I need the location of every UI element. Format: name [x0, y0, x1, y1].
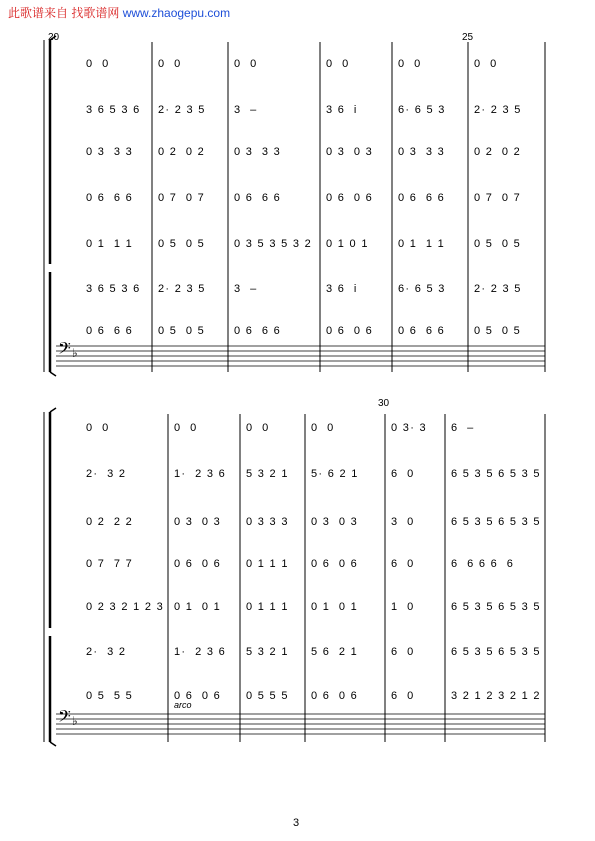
- jianpu-cell: 0 1 0 1: [326, 238, 369, 250]
- jianpu-cell: 0 1 1 1: [86, 238, 134, 250]
- jianpu-cell: 0 6 6 6: [234, 192, 282, 204]
- jianpu-cell: 6· 6 5 3: [398, 104, 446, 116]
- jianpu-cell: 0 0: [311, 422, 335, 434]
- jianpu-cell: 2· 2 3 5: [474, 283, 522, 295]
- bass-clef-icon: 𝄢: [58, 338, 71, 362]
- jianpu-cell: 0 2 3 2 1 2 3: [86, 601, 165, 613]
- jianpu-cell: 3 2 1 2 3 2 1 2: [451, 690, 541, 702]
- jianpu-cell: 5 6 2 1: [311, 646, 359, 658]
- jianpu-cell: 0 5 0 5: [158, 238, 206, 250]
- jianpu-cell: 0 2 0 2: [158, 146, 206, 158]
- arco-marking: arco: [174, 700, 192, 710]
- jianpu-cell: 3 6 5 3 6: [86, 283, 141, 295]
- jianpu-cell: 3 –: [234, 104, 258, 116]
- jianpu-cell: 6 5 3 5 6 5 3 5: [451, 468, 541, 480]
- measure-number: 25: [462, 32, 474, 43]
- jianpu-cell: 3 –: [234, 283, 258, 295]
- jianpu-cell: 6· 6 5 3: [398, 283, 446, 295]
- flat-icon: ♭: [72, 346, 78, 360]
- jianpu-cell: 0 6 0 6: [326, 192, 374, 204]
- jianpu-cell: 0 2 2 2: [86, 516, 134, 528]
- jianpu-cell: 0 1 0 1: [311, 601, 359, 613]
- jianpu-cell: 0 2 0 2: [474, 146, 522, 158]
- jianpu-cell: 6 0: [391, 558, 415, 570]
- jianpu-cell: 1· 2 3 6: [174, 468, 227, 480]
- jianpu-cell: 6 6 6 6 6: [451, 558, 515, 570]
- jianpu-cell: 0 3 3 3: [234, 146, 282, 158]
- jianpu-cell: 3 6 5 3 6: [86, 104, 141, 116]
- jianpu-cell: 3 6 i: [326, 104, 358, 116]
- jianpu-cell: 6 5 3 5 6 5 3 5: [451, 516, 541, 528]
- jianpu-cell: 0 5 0 5: [474, 325, 522, 337]
- jianpu-cell: 0 3 3 3: [398, 146, 446, 158]
- jianpu-cell: 6 0: [391, 646, 415, 658]
- jianpu-cell: 0 3 0 3: [311, 516, 359, 528]
- jianpu-cell: 0 6 6 6: [86, 325, 134, 337]
- bass-clef-icon: 𝄢: [58, 706, 71, 730]
- jianpu-cell: 0 1 1 1: [246, 558, 289, 570]
- jianpu-cell: 0 7 0 7: [474, 192, 522, 204]
- jianpu-cell: 0 6 6 6: [398, 192, 446, 204]
- measure-number: 20: [48, 32, 60, 43]
- jianpu-cell: 0 3 3 3: [86, 146, 134, 158]
- jianpu-cell: 0 6 0 6: [174, 690, 222, 702]
- jianpu-cell: 0 6 0 6: [326, 325, 374, 337]
- jianpu-cell: 0 1 1 1: [398, 238, 446, 250]
- jianpu-cell: 0 0: [234, 58, 258, 70]
- jianpu-cell: 6 5 3 5 6 5 3 5: [451, 646, 541, 658]
- bracket-hook: [50, 372, 56, 376]
- jianpu-cell: 2· 2 3 5: [158, 283, 206, 295]
- jianpu-cell: 0 3 3 3: [246, 516, 289, 528]
- bracket-hook: [50, 742, 56, 746]
- jianpu-cell: 1· 2 3 6: [174, 646, 227, 658]
- jianpu-cell: 0 5 5 5: [86, 690, 134, 702]
- site-url: www.zhaogepu.com: [122, 6, 231, 20]
- jianpu-cell: 2· 3 2: [86, 646, 127, 658]
- jianpu-cell: 0 0: [158, 58, 182, 70]
- jianpu-cell: 5 3 2 1: [246, 646, 289, 658]
- jianpu-cell: 0 1 1 1: [246, 601, 289, 613]
- jianpu-cell: 5· 6 2 1: [311, 468, 359, 480]
- jianpu-cell: 0 1 0 1: [174, 601, 222, 613]
- jianpu-cell: 1 0: [391, 601, 415, 613]
- jianpu-cell: 0 0: [246, 422, 270, 434]
- jianpu-cell: 0 0: [398, 58, 422, 70]
- bracket-hook: [50, 408, 56, 412]
- flat-icon: ♭: [72, 714, 78, 728]
- jianpu-cell: 6 0: [391, 468, 415, 480]
- jianpu-cell: 2· 3 2: [86, 468, 127, 480]
- measure-number: 30: [378, 398, 390, 409]
- jianpu-cell: 0 0: [86, 422, 110, 434]
- jianpu-cell: 0 5 0 5: [158, 325, 206, 337]
- jianpu-cell: 0 6 0 6: [311, 558, 359, 570]
- jianpu-cell: 0 3 0 3: [174, 516, 222, 528]
- jianpu-cell: 0 0: [326, 58, 350, 70]
- jianpu-cell: 0 6 0 6: [311, 690, 359, 702]
- jianpu-cell: 0 3 0 3: [326, 146, 374, 158]
- jianpu-cell: 3 0: [391, 516, 415, 528]
- jianpu-cell: 0 6 6 6: [398, 325, 446, 337]
- jianpu-cell: 0 3· 3: [391, 422, 427, 434]
- jianpu-cell: 0 7 0 7: [158, 192, 206, 204]
- jianpu-cell: 2· 2 3 5: [158, 104, 206, 116]
- jianpu-cell: 0 0: [86, 58, 110, 70]
- page-number: 3: [293, 817, 300, 829]
- jianpu-cell: 5 3 2 1: [246, 468, 289, 480]
- jianpu-cell: 0 0: [174, 422, 198, 434]
- jianpu-cell: 2· 2 3 5: [474, 104, 522, 116]
- jianpu-cell: 6 5 3 5 6 5 3 5: [451, 601, 541, 613]
- jianpu-cell: 0 6 0 6: [174, 558, 222, 570]
- jianpu-cell: 0 0: [474, 58, 498, 70]
- jianpu-cell: 6 0: [391, 690, 415, 702]
- jianpu-cell: 0 6 6 6: [86, 192, 134, 204]
- jianpu-cell: 0 6 6 6: [234, 325, 282, 337]
- jianpu-cell: 6 –: [451, 422, 475, 434]
- site-name: 此歌谱来自 找歌谱网: [8, 6, 120, 20]
- jianpu-cell: 0 5 5 5: [246, 690, 289, 702]
- jianpu-cell: 0 7 7 7: [86, 558, 134, 570]
- jianpu-cell: 0 3 5 3 5 3 2: [234, 238, 313, 250]
- jianpu-cell: 0 5 0 5: [474, 238, 522, 250]
- jianpu-cell: 3 6 i: [326, 283, 358, 295]
